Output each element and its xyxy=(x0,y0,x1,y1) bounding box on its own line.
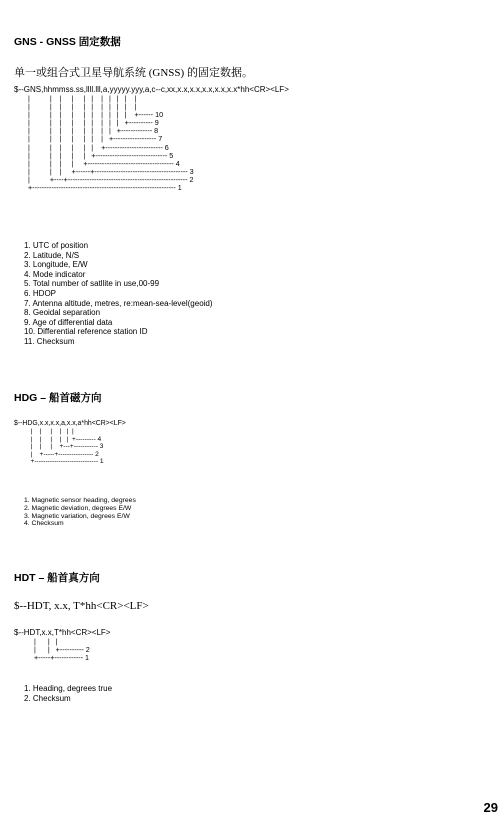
list-item: 4. Checksum xyxy=(24,520,64,528)
hdt-diagram-line: +-----+------------ 1 xyxy=(14,653,90,663)
hdt-field-diagram xyxy=(14,638,90,662)
hdg-field-diagram xyxy=(14,428,104,466)
list-item: 3. Longitude, E/W xyxy=(24,260,88,270)
gns-format: $--GNS,hhmmss.ss,llll.lll,a,yyyyy.yyy,a,c--c,xx,x.x,x.x,x.x,x.x,x.x*hh<CR><LF> xyxy=(14,85,289,94)
gns-diagram-line: +------------------------------------------------------------ 1 xyxy=(14,183,182,193)
list-item: 7. Antenna altitude, metres, re:mean-sea-level(geoid) xyxy=(24,298,213,308)
hdg-diagram-line: | | | +---+----------- 3 xyxy=(14,443,104,451)
hdg-title: HDG – 船首磁方向 xyxy=(14,392,102,404)
hdg-diagram-line: | | | | | +--------- 4 xyxy=(14,435,102,443)
hdt-diagram-line: | | +---------- 2 xyxy=(14,645,90,655)
list-item: 5. Total number of satllite in use,00-99 xyxy=(24,279,160,289)
hdg-diagram-line: | | | | | | xyxy=(14,428,74,435)
list-item: 1. Magnetic sensor heading, degrees xyxy=(24,497,136,504)
gns-field-list xyxy=(24,241,213,347)
gns-diagram-line: | | | | | | | +------------------ 7 xyxy=(14,134,163,144)
list-item: 11. Checksum xyxy=(24,336,75,346)
gns-diagram-line: | | | | +------------------------------------ 4 xyxy=(14,158,180,168)
gns-diagram-line: | | | | | +------------------------------ 5 xyxy=(14,150,174,160)
gns-diagram-line: | | | | | | | | | | +------ 10 xyxy=(14,110,164,120)
list-item: 3. Magnetic variation, degrees E/W xyxy=(24,512,130,520)
list-item: 6. HDOP xyxy=(24,288,57,298)
hdt-format-heading: $--HDT, x.x, T*hh<CR><LF> xyxy=(14,600,149,612)
gns-title: GNS - GNSS 固定数据 xyxy=(14,36,121,48)
hdt-title: HDT – 船首真方向 xyxy=(14,572,100,584)
list-item: 4. Mode indicator xyxy=(24,269,86,279)
hdt-field-list xyxy=(24,684,112,703)
gns-diagram-line: | +----+-------------------------------------------------- 2 xyxy=(14,174,194,184)
hdg-diagram-line: | +-----+---------------- 2 xyxy=(14,450,99,458)
list-item: 2. Latitude, N/S xyxy=(24,250,80,260)
gns-diagram-line: | | | | | | | | | +---------- 9 xyxy=(14,118,159,128)
hdg-field-list xyxy=(24,497,136,528)
list-item: 8. Geoidal separation xyxy=(24,308,101,318)
hdg-diagram-line: +----------------------------- 1 xyxy=(14,458,104,466)
gns-diagram-line: | | | | | | +------------------------ 6 xyxy=(14,142,169,152)
gns-field-diagram xyxy=(14,95,194,192)
gns-diagram-line: | | | +------+--------------------------------------- 3 xyxy=(14,166,194,176)
hdg-format: $--HDG,x.x,x.x,a,x.x,a*hh<CR><LF> xyxy=(14,420,126,427)
gns-diagram-line: | | | | | | | | +------------- 8 xyxy=(14,126,159,136)
hdt-format: $--HDT,x.x,T*hh<CR><LF> xyxy=(14,628,111,637)
gns-diagram-line: | | | | | | | | | | | xyxy=(14,102,137,112)
list-item: 10. Differential reference station ID xyxy=(24,327,148,337)
list-item: 2. Checksum xyxy=(24,693,71,703)
list-item: 1. UTC of position xyxy=(24,241,89,250)
list-item: 9. Age of differential data xyxy=(24,317,113,327)
list-item: 1. Heading, degrees true xyxy=(24,684,113,693)
list-item: 2. Magnetic deviation, degrees E/W xyxy=(24,504,132,512)
gns-diagram-line: | | | | | | | | | | | xyxy=(14,94,137,103)
page-number: 29 xyxy=(483,800,498,815)
gns-subtitle: 单一或组合式卫星导航系统 (GNSS) 的固定数据。 xyxy=(14,67,253,79)
hdt-diagram-line: | | | xyxy=(14,637,58,646)
